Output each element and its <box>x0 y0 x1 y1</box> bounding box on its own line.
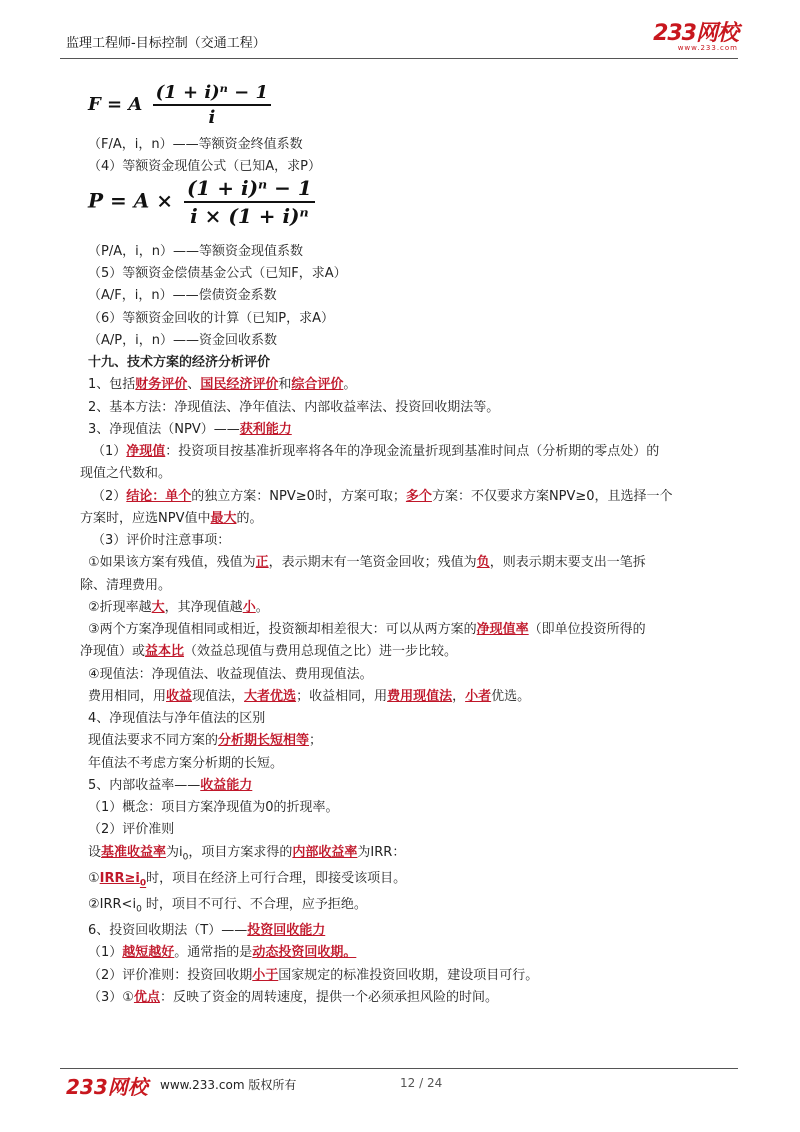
text-line: （A/F，i，n）——偿债资金系数 <box>88 288 277 303</box>
text-line: （3）①优点：反映了资金的周转速度，提供一个必须承担风险的时间。 <box>88 990 498 1005</box>
text-line: 3、净现值法（NPV）——获利能力 <box>88 422 292 437</box>
text-line: 方案时，应选NPV值中最大的。 <box>80 511 263 526</box>
formula-fa <box>88 82 271 128</box>
page-number: 12 / 24 <box>400 1076 443 1090</box>
formula-pa-lhs: P = A × <box>88 188 173 213</box>
text-line: （3）评价时注意事项： <box>92 533 231 548</box>
text-line: 除、清理费用。 <box>80 578 172 593</box>
logo-text: 233网校 <box>653 21 738 46</box>
text-line: ④现值法：净现值法、收益现值法、费用现值法。 <box>88 667 373 682</box>
text-line: （1）概念：项目方案净现值为0的折现率。 <box>88 800 339 815</box>
formula-pa-denominator: i × (1 + i)ⁿ <box>190 204 309 228</box>
footer-logo: 233网校 <box>66 1075 148 1099</box>
text-line: （F/A，i，n）——等额资金终值系数 <box>88 137 303 152</box>
text-line: （A/P，i，n）——资金回收系数 <box>88 333 277 348</box>
formula-fa-numerator: (1 + i)ⁿ − 1 <box>153 82 271 106</box>
text-line: ③两个方案净现值相同或相近，投资额却相差很大：可以从两方案的净现值率（即单位投资所得的 <box>88 622 646 637</box>
text-line: 净现值）或益本比（效益总现值与费用总现值之比）进一步比较。 <box>80 644 458 659</box>
text-line: （2）评价准则 <box>88 822 175 837</box>
formula-fa-lhs: F = A <box>88 94 143 115</box>
text-line: （2）评价准则：投资回收期小于国家规定的标准投资回收期，建设项目可行。 <box>88 968 539 983</box>
text-line: $②IRR<i_0$ 时，项目不可行、不合理，应予拒绝。 <box>88 897 367 915</box>
brand-logo <box>653 22 738 52</box>
text-line: 现值法要求不同方案的分析期长短相等； <box>88 733 323 748</box>
text-line: （4）等额资金现值公式（已知A，求P） <box>88 159 322 174</box>
text-line: 2、基本方法：净现值法、净年值法、内部收益率法、投资回收期法等。 <box>88 400 500 415</box>
text-line: 现值之代数和。 <box>80 466 172 481</box>
text-line: （1）越短越好。通常指的是动态投资回收期。 <box>88 945 357 960</box>
text-line: （2）结论：单个的独立方案：NPV≥0时，方案可取；多个方案：不仅要求方案NPV≥0，且选择一个 <box>92 489 673 504</box>
text-line: （6）等额资金回收的计算（已知P，求A） <box>88 311 335 326</box>
formula-pa <box>88 176 315 228</box>
text-line: （1）净现值：投资项目按基准折现率将各年的净现金流量折现到基准时间点（分析期的零点处）的 <box>92 444 660 459</box>
text-line: 年值法不考虑方案分析期的长短。 <box>88 756 284 771</box>
page-footer <box>60 1068 738 1099</box>
text-line: 1、包括财务评价、国民经济评价和综合评价。 <box>88 377 357 392</box>
formula-fa-denominator: i <box>208 107 216 128</box>
text-line: $①IRR\ge i_0$时，项目在经济上可行合理，即接受该项目。 <box>88 871 407 889</box>
text-line: ②折现率越大，其净现值越小。 <box>88 600 269 615</box>
text-line: 设基准收益率为$i_0$，项目方案求得的内部收益率为IRR： <box>88 845 406 863</box>
text-line: 费用相同，用收益现值法，大者优选；收益相同，用费用现值法，小者优选。 <box>88 689 531 704</box>
text-line: 5、内部收益率——收益能力 <box>88 778 253 793</box>
text-line: （P/A，i，n）——等额资金现值系数 <box>88 244 303 259</box>
formula-pa-numerator: (1 + i)ⁿ − 1 <box>184 176 315 203</box>
footer-copyright: www.233.com 版权所有 <box>160 1078 297 1092</box>
text-line: 6、投资回收期法（T）——投资回收能力 <box>88 923 326 938</box>
document-title: 监理工程师-目标控制（交通工程） <box>66 36 266 51</box>
logo-url: www.233.com <box>677 44 738 52</box>
text-line: 4、净现值法与净年值法的区别 <box>88 711 266 726</box>
page-header <box>60 20 738 59</box>
text-line: ①如果该方案有残值，残值为正，表示期末有一笔资金回收；残值为负，则表示期末要支出一笔拆 <box>88 555 646 570</box>
text-line: （5）等额资金偿债基金公式（已知F，求A） <box>88 266 347 281</box>
section-heading: 十九、技术方案的经济分析评价 <box>88 355 271 370</box>
